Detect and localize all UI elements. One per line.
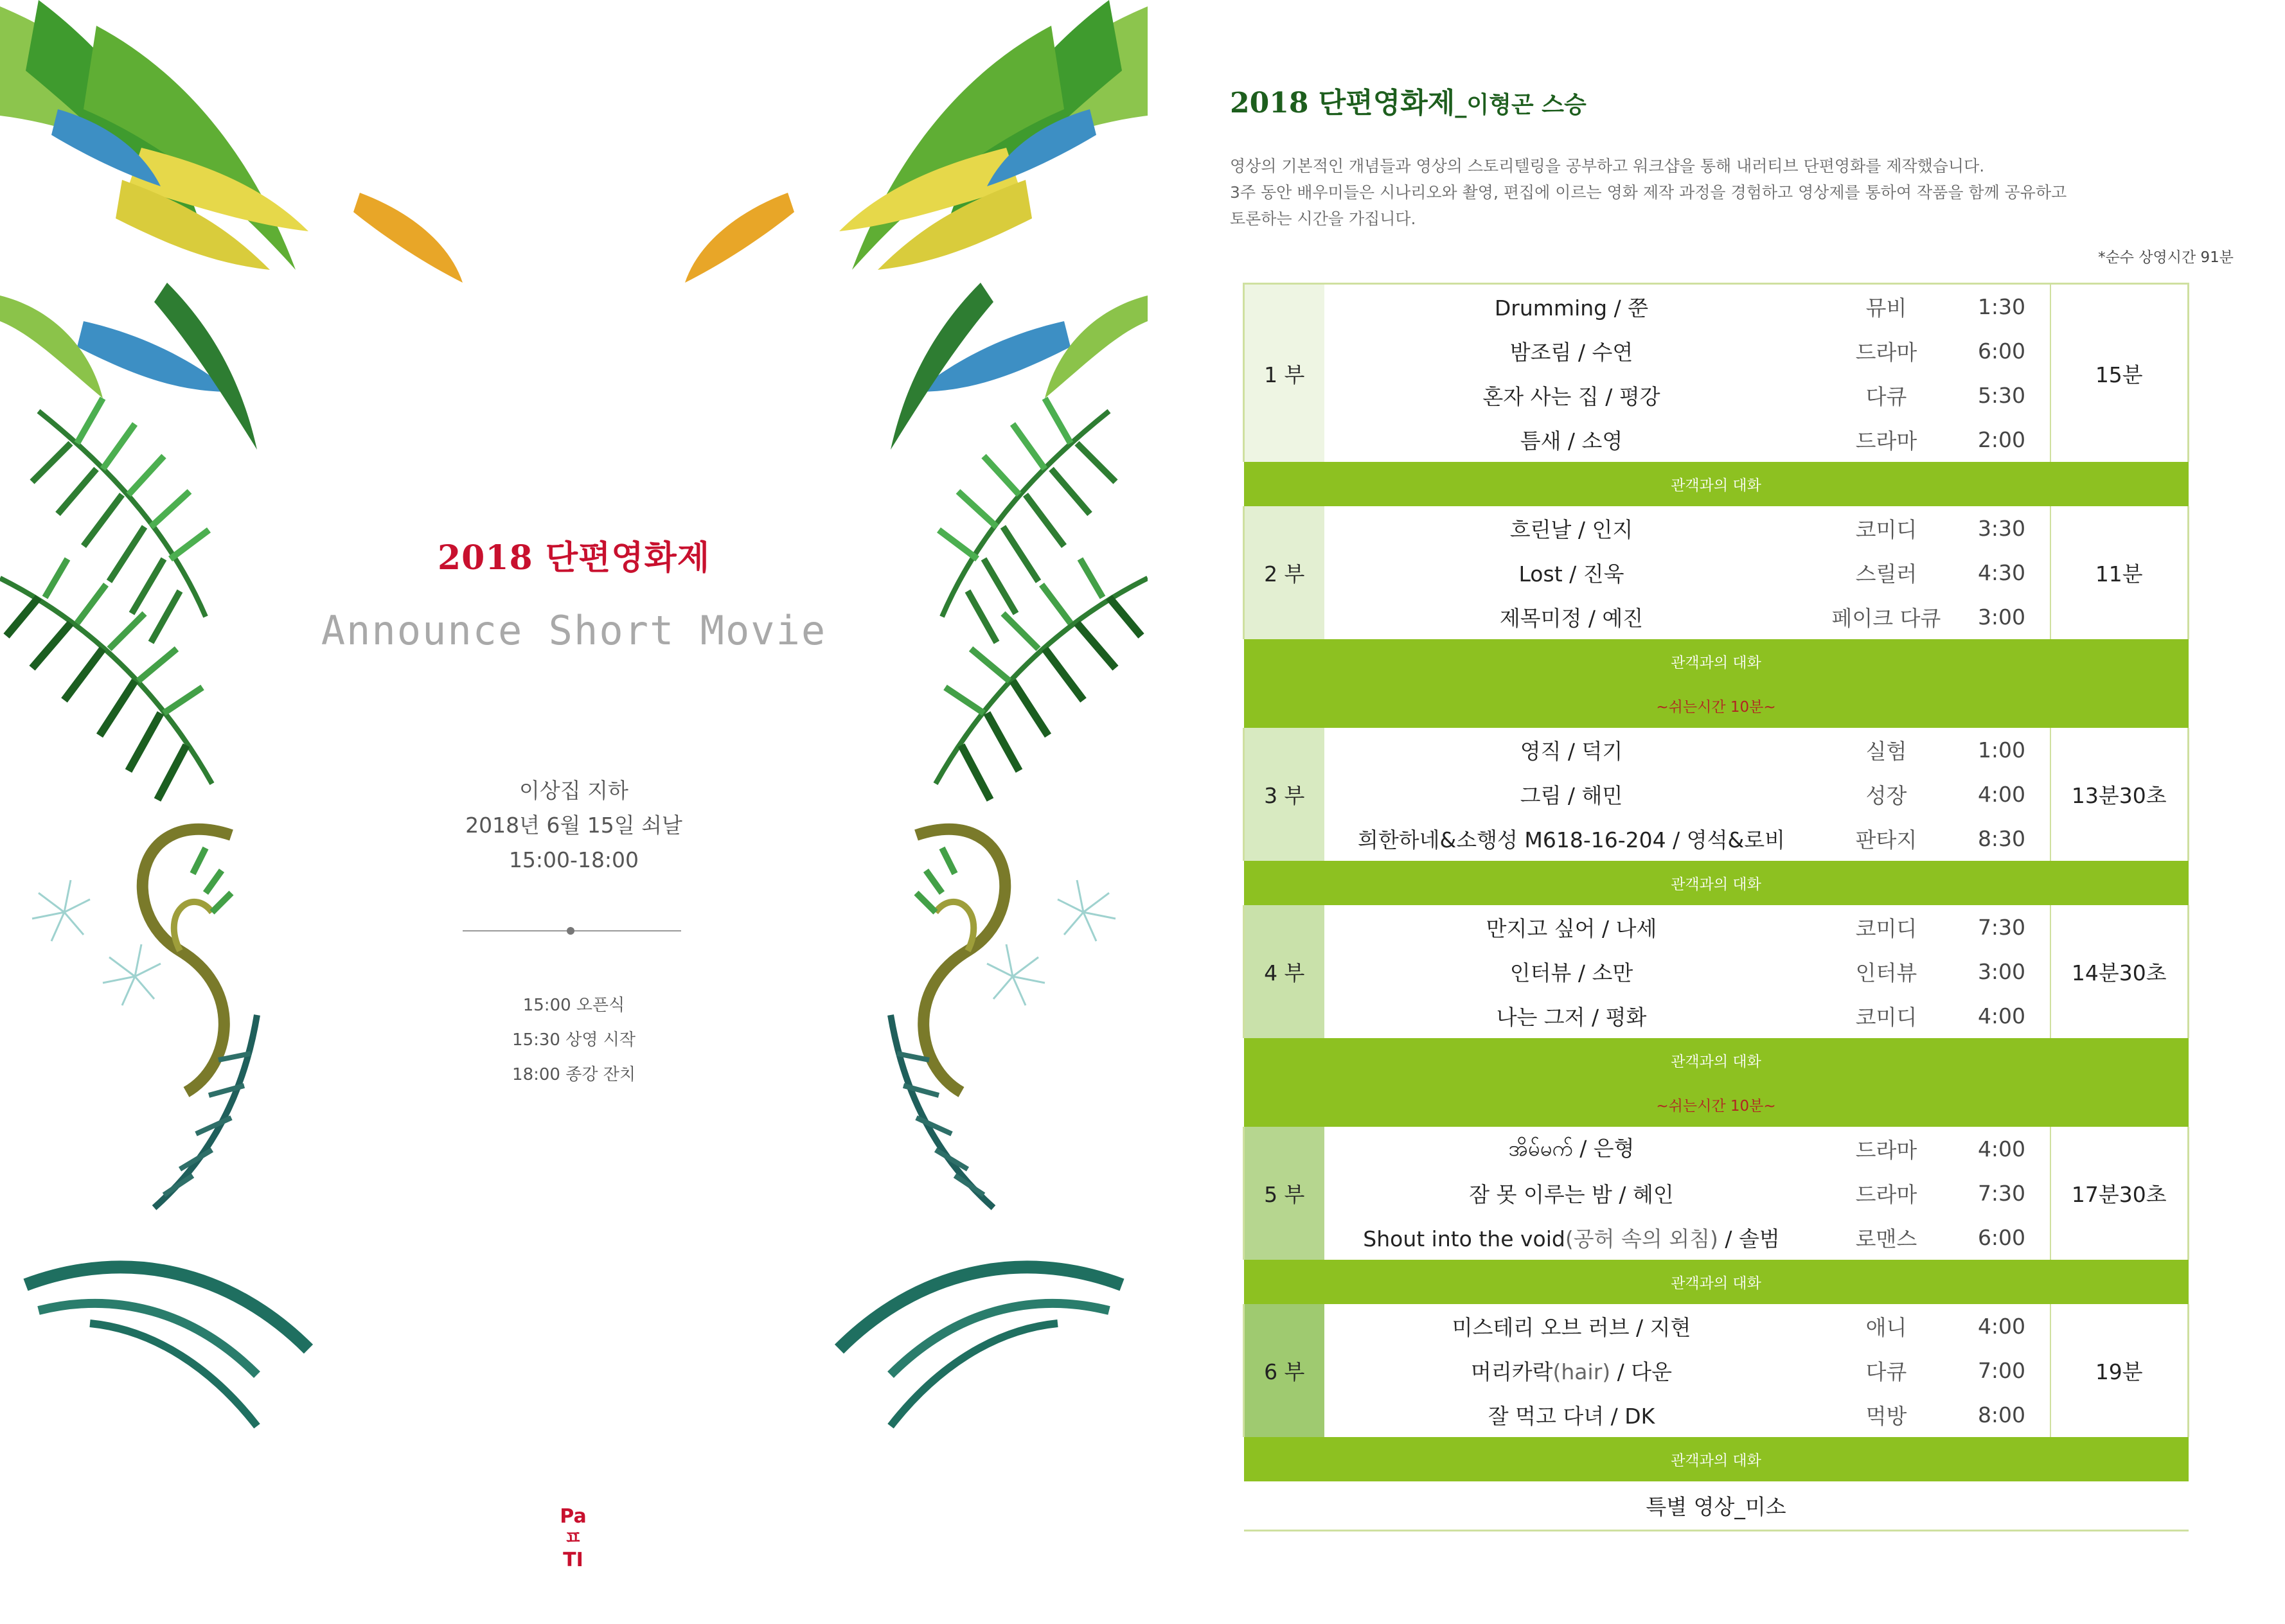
program-title-main: 2018 단편영화제 — [1230, 87, 1455, 119]
film-title — [1324, 1393, 1819, 1437]
film-genre: 스릴러 — [1855, 561, 1917, 587]
film-genre: 뮤비 — [1819, 284, 1954, 330]
film-title-text: 미스테리 오브 러브 / 지현 — [1452, 1315, 1691, 1340]
film-title-author: / 솔범 — [1718, 1226, 1780, 1251]
part-label: 3 부 — [1244, 728, 1324, 861]
audience-talk-label: 관객과의 대화 — [1244, 1437, 2189, 1481]
film-title — [1324, 949, 1819, 994]
runtime-note: *순수 상영시간 91분 — [2098, 249, 2234, 266]
audience-talk-bar — [1244, 1437, 2189, 1481]
film-runtime: 5:30 — [1977, 383, 2026, 408]
film-row — [1244, 551, 2189, 595]
film-row — [1244, 506, 2189, 551]
film-genre: 코미디 — [1855, 517, 1917, 542]
film-title — [1324, 506, 1819, 551]
film-runtime: 3:30 — [1977, 516, 2026, 541]
part-label: 1 부 — [1244, 284, 1324, 463]
film-genre: 드라마 — [1855, 340, 1917, 365]
film-row — [1244, 1304, 2189, 1348]
audience-talk-bar — [1244, 462, 2189, 506]
film-row — [1244, 994, 2189, 1038]
film-runtime: 8:30 — [1977, 826, 2026, 851]
film-row — [1244, 1171, 2189, 1215]
break-bar — [1244, 1082, 2189, 1127]
film-title — [1324, 905, 1819, 949]
film-title — [1324, 1348, 1819, 1393]
film-row — [1244, 1215, 2189, 1260]
film-genre: 애니 — [1865, 1315, 1907, 1340]
film-runtime: 1:30 — [1954, 284, 2050, 330]
film-title-text: 만지고 싶어 / 나세 — [1486, 916, 1657, 941]
foliage-right — [685, 0, 1148, 1426]
special-screening-label: 특별 영상_미소 — [1244, 1481, 2189, 1531]
film-runtime: 6:00 — [1977, 339, 2026, 364]
part-total-time: 11분 — [2050, 506, 2189, 639]
film-runtime: 7:30 — [1977, 915, 2026, 940]
logo-top: Pa — [560, 1505, 587, 1528]
audience-talk-bar — [1244, 861, 2189, 905]
film-title-text: 나는 그저 / 평화 — [1496, 1005, 1647, 1030]
film-row — [1244, 816, 2189, 861]
poster-schedule-item: 15:30 상영 시작 — [512, 1030, 636, 1050]
part-label: 4 부 — [1244, 905, 1324, 1038]
film-title-text: 밤조림 / 수연 — [1509, 340, 1633, 365]
film-runtime: 8:00 — [1977, 1402, 2026, 1427]
film-title — [1324, 284, 1819, 330]
film-title — [1324, 1127, 1819, 1171]
film-title-paren: (hair) — [1552, 1359, 1611, 1384]
poster-time: 15:00-18:00 — [508, 847, 639, 872]
schedule-table — [1243, 283, 2189, 1531]
audience-talk-label: 관객과의 대화 — [1244, 639, 2189, 684]
film-genre: 성장 — [1865, 783, 1907, 808]
film-title — [1324, 1171, 1819, 1215]
poster-schedule-item: 18:00 종강 잔치 — [512, 1065, 636, 1084]
film-row — [1244, 728, 2189, 772]
part-label: 2 부 — [1244, 506, 1324, 639]
film-title-text: 인터뷰 / 소만 — [1509, 960, 1633, 985]
audience-talk-label: 관객과의 대화 — [1244, 861, 2189, 905]
film-runtime: 4:30 — [1977, 560, 2026, 585]
film-row — [1244, 905, 2189, 949]
break-label: ~쉬는시간 10분~ — [1244, 1082, 2189, 1127]
film-title-text: အိမ်မက် / 은형 — [1508, 1135, 1635, 1161]
break-bar — [1244, 684, 2189, 728]
film-title-author: / 다운 — [1610, 1359, 1672, 1384]
program-page — [1148, 0, 2285, 1624]
film-row — [1244, 772, 2189, 816]
poster-venue: 이상집 지하 — [519, 778, 628, 803]
film-genre: 다큐 — [1865, 1359, 1907, 1384]
audience-talk-bar — [1244, 639, 2189, 684]
film-title — [1324, 551, 1819, 595]
film-title-text: Shout into the void — [1363, 1226, 1565, 1251]
film-title-text: 잘 먹고 다녀 / DK — [1488, 1404, 1655, 1429]
film-genre: 판타지 — [1855, 827, 1917, 852]
audience-talk-label: 관객과의 대화 — [1244, 1260, 2189, 1304]
film-row — [1244, 1127, 2189, 1171]
film-runtime: 2:00 — [1977, 427, 2026, 452]
film-title-text: 머리카락 — [1471, 1359, 1553, 1384]
film-title — [1324, 1215, 1819, 1260]
film-genre: 먹방 — [1865, 1404, 1907, 1429]
audience-talk-bar — [1244, 1260, 2189, 1304]
film-genre: 페이크 다큐 — [1831, 606, 1941, 631]
film-title-text: 희한하네&소행성 M618-16-204 / 영석&로비 — [1358, 827, 1785, 852]
logo-bottom: ㅍ TI — [563, 1527, 583, 1571]
part-label: 6 부 — [1244, 1304, 1324, 1437]
film-row — [1244, 418, 2189, 462]
special-screening-row — [1244, 1481, 2189, 1531]
film-genre: 드라마 — [1855, 1182, 1917, 1207]
poster-date: 2018년 6월 15일 쇠날 — [465, 813, 682, 838]
audience-talk-label: 관객과의 대화 — [1244, 462, 2189, 506]
film-runtime: 7:00 — [1977, 1358, 2026, 1383]
film-title — [1324, 329, 1819, 373]
part-label: 5 부 — [1244, 1127, 1324, 1260]
film-runtime: 3:00 — [1977, 605, 2026, 630]
film-genre: 드라마 — [1855, 428, 1917, 454]
part-total-time: 19분 — [2050, 1304, 2189, 1437]
film-genre: 인터뷰 — [1855, 960, 1917, 985]
film-row — [1244, 329, 2189, 373]
poster-divider-dot — [567, 927, 574, 935]
film-title — [1324, 373, 1819, 418]
description-line: 영상의 기본적인 개념들과 영상의 스토리텔링을 공부하고 워크샵을 통해 내러티브 단편영화를 제작했습니다. — [1230, 157, 1985, 175]
film-title — [1324, 994, 1819, 1038]
film-title — [1324, 595, 1819, 639]
film-title-text: 혼자 사는 집 / 평강 — [1482, 384, 1660, 409]
audience-talk-bar — [1244, 1038, 2189, 1082]
film-title — [1324, 772, 1819, 816]
poster-subtitle: Announce Short Movie — [321, 607, 827, 654]
film-row — [1244, 1393, 2189, 1437]
description-line: 토론하는 시간을 가집니다. — [1230, 209, 1416, 228]
film-genre: 다큐 — [1865, 384, 1907, 409]
film-title-text: 흐린날 / 인지 — [1509, 517, 1633, 542]
film-title-text: 잠 못 이루는 밤 / 혜인 — [1469, 1182, 1674, 1207]
program-title-sub: _이형곤 스승 — [1455, 91, 1587, 118]
film-runtime: 1:00 — [1977, 737, 2026, 763]
program-description — [1230, 153, 2271, 232]
film-title — [1324, 816, 1819, 861]
film-row — [1244, 373, 2189, 418]
film-title-paren: (공허 속의 외침) — [1565, 1226, 1718, 1251]
poster-schedule-item: 15:00 오픈식 — [522, 996, 625, 1015]
description-line: 3주 동안 배우미들은 시나리오와 촬영, 편집에 이르는 영화 제작 과정을 경험하고 영상제를 통하여 작품을 함께 공유하고 — [1230, 183, 2067, 202]
film-title — [1324, 1304, 1819, 1348]
poster-title: 2018 단편영화제 — [438, 538, 710, 578]
foliage-left — [0, 0, 463, 1426]
film-runtime: 3:00 — [1977, 959, 2026, 984]
film-genre: 드라마 — [1855, 1138, 1917, 1163]
film-genre: 코미디 — [1855, 916, 1917, 941]
film-genre: 로맨스 — [1855, 1226, 1917, 1251]
film-runtime: 6:00 — [1977, 1225, 2026, 1250]
film-runtime: 4:00 — [1977, 1136, 2026, 1161]
film-title-text: Lost / 진욱 — [1518, 561, 1624, 587]
part-total-time: 15분 — [2050, 284, 2189, 463]
film-title — [1324, 418, 1819, 462]
film-runtime: 4:00 — [1977, 782, 2026, 807]
film-title-text: 틈새 / 소영 — [1520, 428, 1623, 454]
film-title-text: 영직 / 덕기 — [1520, 739, 1623, 764]
film-genre: 실험 — [1865, 739, 1907, 764]
film-runtime: 7:30 — [1977, 1181, 2026, 1206]
film-row — [1244, 595, 2189, 639]
film-row — [1244, 284, 2189, 330]
film-title-text: Drumming / 쭌 — [1494, 296, 1649, 321]
film-title-text: 그림 / 해민 — [1520, 783, 1623, 808]
poster-logo — [554, 1506, 592, 1571]
program-title — [1230, 80, 1587, 121]
part-total-time: 13분30초 — [2050, 728, 2189, 861]
film-genre: 코미디 — [1855, 1005, 1917, 1030]
film-runtime: 4:00 — [1977, 1314, 2026, 1339]
break-label: ~쉬는시간 10분~ — [1244, 684, 2189, 728]
film-row — [1244, 1348, 2189, 1393]
audience-talk-label: 관객과의 대화 — [1244, 1038, 2189, 1082]
part-total-time: 14분30초 — [2050, 905, 2189, 1038]
film-title — [1324, 728, 1819, 772]
film-title-text: 제목미정 / 예진 — [1499, 606, 1644, 631]
film-runtime: 4:00 — [1977, 1003, 2026, 1028]
film-row — [1244, 949, 2189, 994]
part-total-time: 17분30초 — [2050, 1127, 2189, 1260]
